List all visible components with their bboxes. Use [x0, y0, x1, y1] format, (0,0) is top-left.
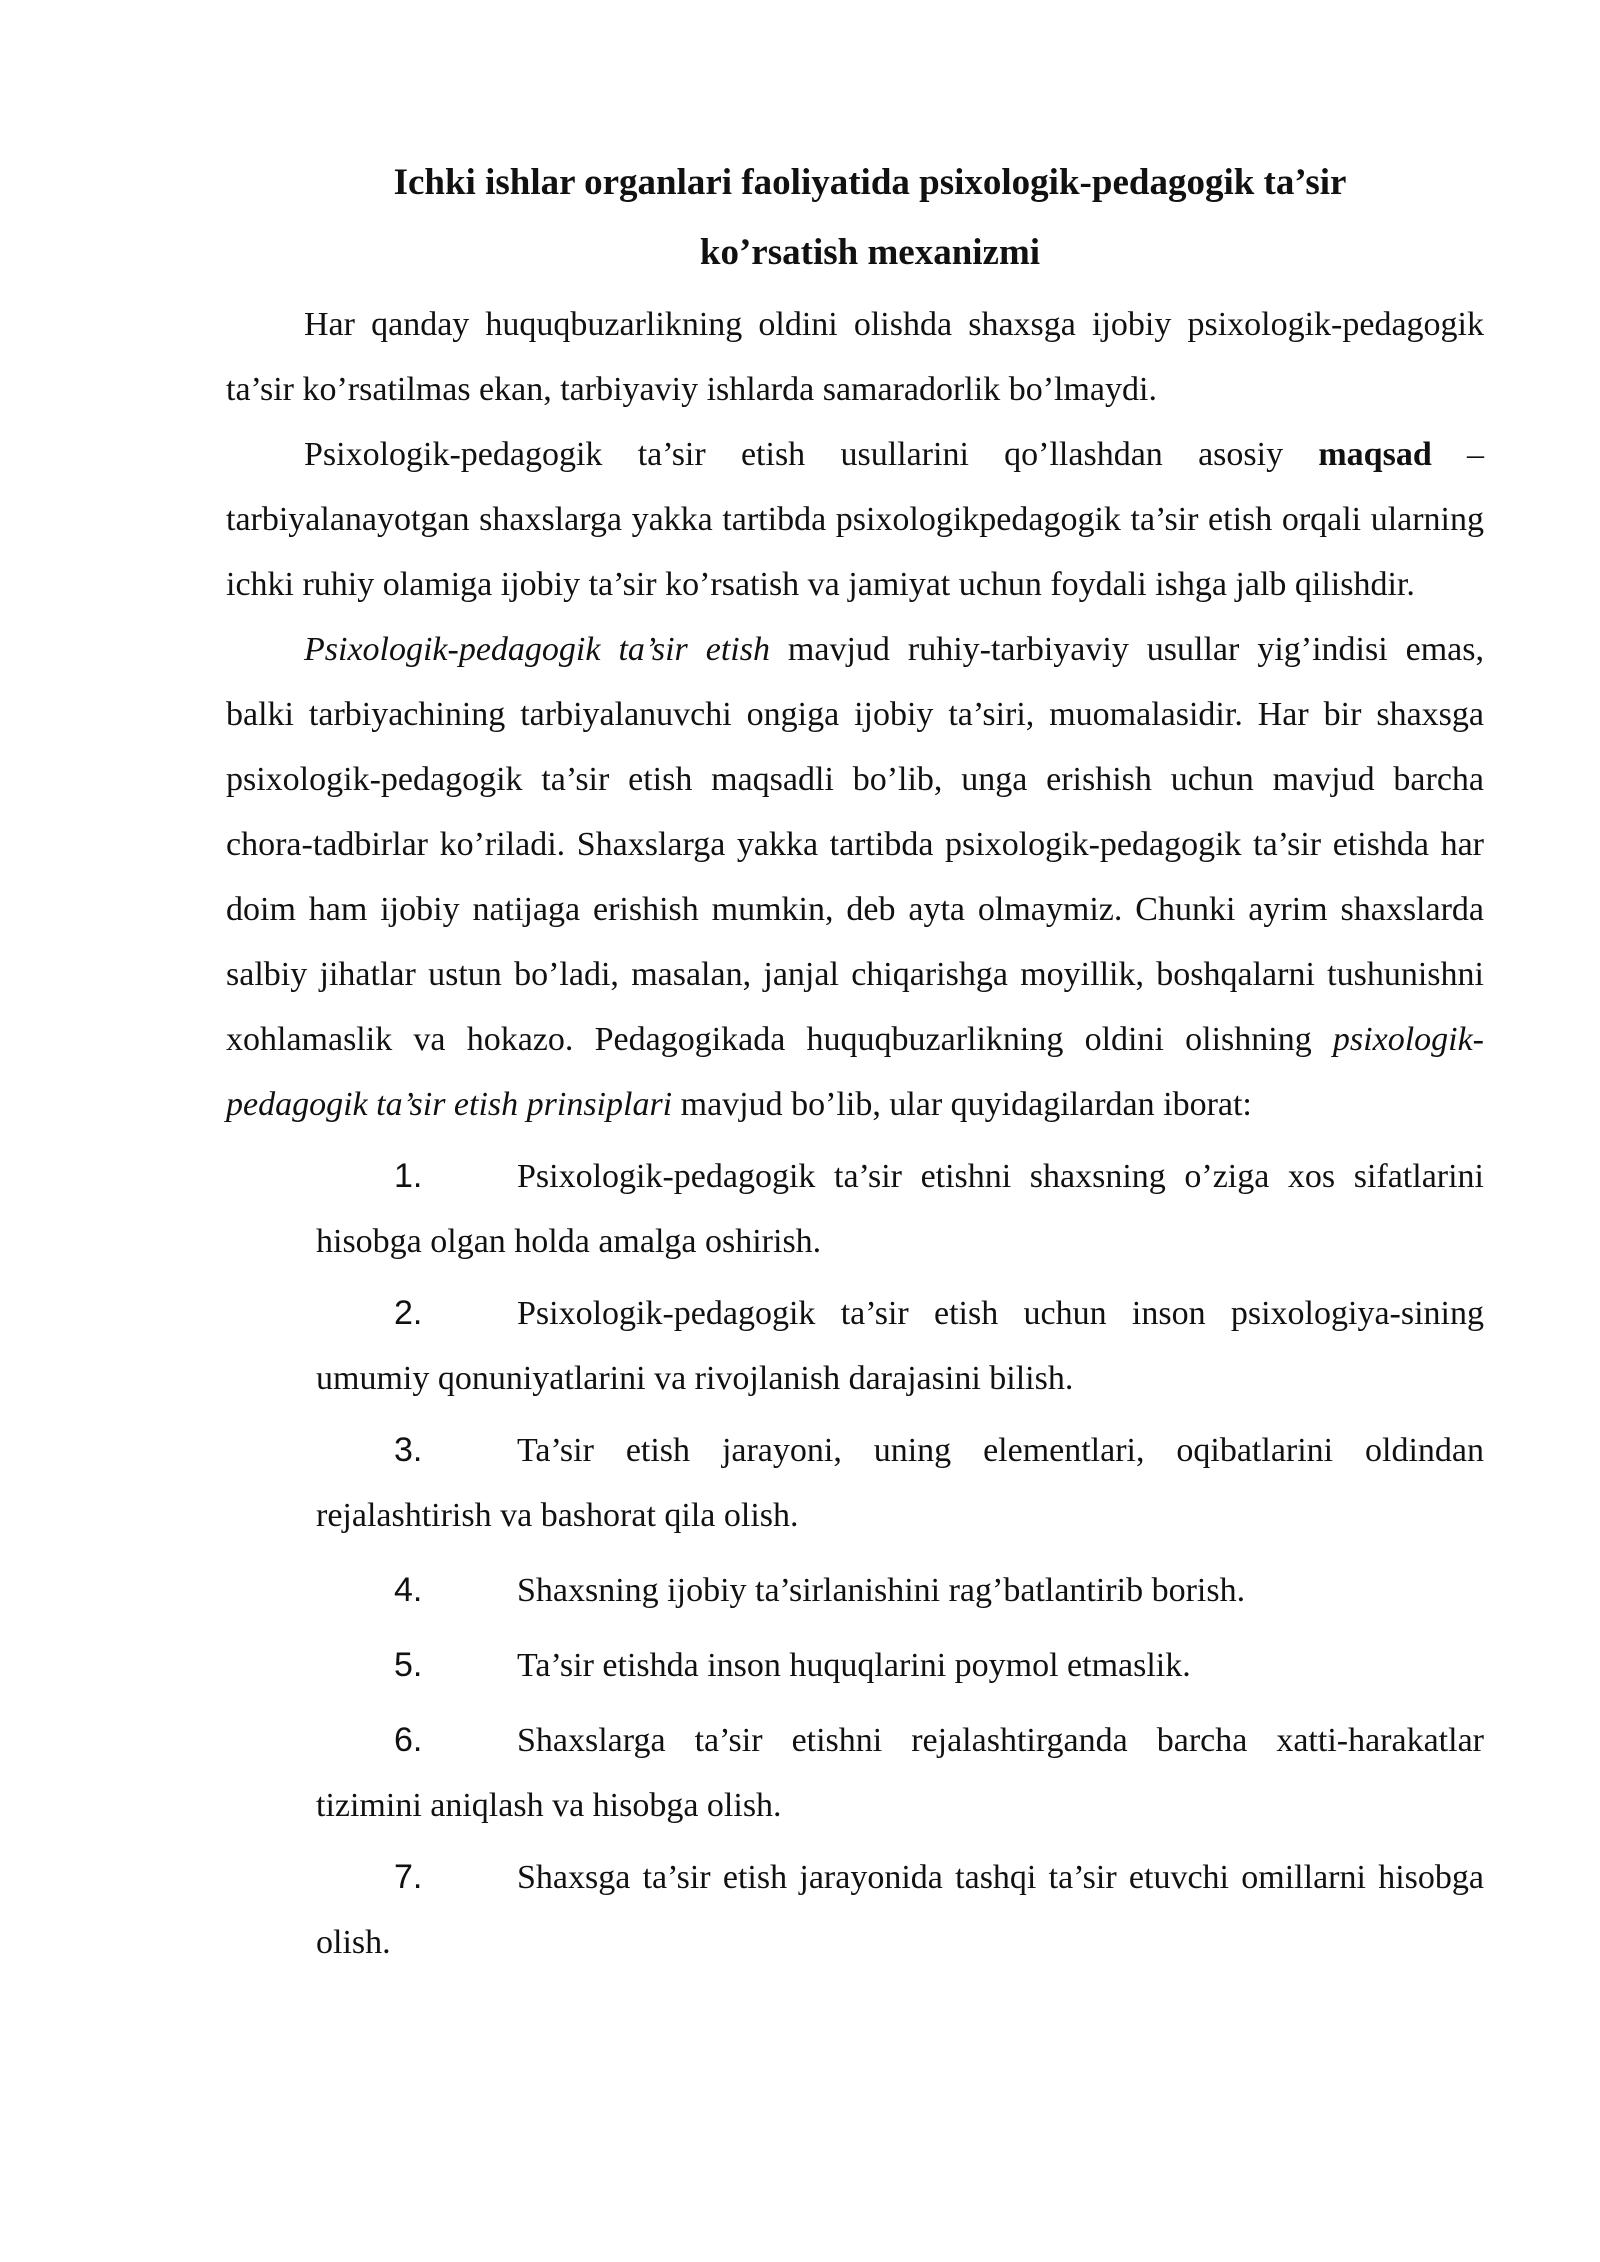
title-line-1: Ichki ishlar organlari faoliyatida psixologik-pedagogik ta’sir [393, 162, 1347, 203]
list-item-number: 4. [394, 1571, 423, 1609]
list-item-number: 2. [394, 1294, 423, 1332]
list-item-number: 7. [394, 1858, 423, 1896]
paragraph-2-bold-term: maqsad [1318, 436, 1432, 473]
list-item-number: 5. [394, 1646, 423, 1684]
list-item-text: Shaxslarga ta’sir etishni rejalashtirganda barcha xatti-harakatlar tizimini aniqlash va hisobga olish. [316, 1722, 1484, 1824]
list-item-number: 6. [394, 1721, 423, 1759]
document-page [226, 148, 1484, 1975]
list-item-text: Ta’sir etishda inson huquqlarini poymol etmaslik. [517, 1647, 1191, 1684]
principles-list [226, 1144, 1484, 1975]
list-item-text: Shaxsning ijobiy ta’sirlanishini rag’batlantirib borish. [517, 1572, 1246, 1609]
list-item [226, 1708, 1484, 1838]
paragraph-2-end: – tarbiyalanayotgan shaxslarga yakka tartibda psixologikpedagogik ta’sir etish orqali ularning ichki ruhiy olamiga ijobiy ta’sir ko’rsatish va jamiyat uchun foydali ishga jalb qilishdir. [226, 436, 1485, 603]
list-item-number: 1. [394, 1157, 423, 1195]
list-item-text: Psixologik-pedagogik ta’sir etish uchun inson psixologiya-sining umumiy qonuniyatlarini va rivojlanish darajasini bilish. [316, 1295, 1484, 1397]
list-item [226, 1281, 1484, 1411]
paragraph-3-italic-phrase: psixologik-pedagogik ta’sir etish prinsiplari [226, 1021, 1484, 1123]
list-item [226, 1845, 1484, 1975]
list-item [226, 1144, 1484, 1274]
paragraph-3-end: mavjud bo’lib, ular quyidagilardan iborat: [672, 1086, 1252, 1123]
list-item-text: Shaxsga ta’sir etish jarayonida tashqi ta’sir etuvchi omillarni hisobga olish. [316, 1859, 1484, 1961]
list-item [226, 1633, 1484, 1698]
paragraph-2 [226, 422, 1484, 617]
list-item [226, 1558, 1484, 1623]
title-line-2: ko’rsatish mexanizmi [699, 232, 1041, 273]
paragraph-3-italic-term: Psixologik-pedagogik ta’sir etish [304, 631, 770, 668]
paragraph-3 [226, 617, 1484, 1137]
document-title [226, 148, 1484, 288]
list-item-text: Psixologik-pedagogik ta’sir etishni shaxsning o’ziga xos sifatlarini hisobga olgan holda amalga oshirish. [316, 1158, 1484, 1260]
list-item-number: 3. [394, 1431, 423, 1469]
list-item-text: Ta’sir etish jarayoni, uning elementlari, oqibatlarini oldindan rejalashtirish va bashorat qila olish. [316, 1432, 1484, 1534]
list-item [226, 1418, 1484, 1548]
paragraph-3-middle: mavjud ruhiy-tarbiyaviy usullar yig’indisi emas, balki tarbiyachining tarbiyalanuvchi ongiga ijobiy ta’siri, muomalasidir. Har bir shaxsga psixologik-pedagogik ta’sir etish maqsadli bo’lib, unga erishish uchun mavjud barcha chora-tadbirlar ko’riladi. Shaxslarga yakka tartibda psixologik-pedagogik ta’sir etishda har doim ham ijobiy natijaga erishish mumkin, deb ayta olmaymiz. Chunki ayrim shaxslarda salbiy jihatlar ustun bo’ladi, masalan, janjal chiqarishga moyillik, boshqalarni tushunishni xohlamaslik va hokazo. Pedagogikada huquqbuzarlikning oldini olishning [226, 631, 1485, 1058]
paragraph-1: Har qanday huquqbuzarlikning oldini olishda shaxsga ijobiy psixologik-pedagogik ta’sir ko’rsatilmas ekan, tarbiyaviy ishlarda samaradorlik bo’lmaydi. [226, 306, 1484, 408]
paragraph-2-start: Psixologik-pedagogik ta’sir etish usullarini qo’llashdan asosiy [304, 436, 1319, 473]
